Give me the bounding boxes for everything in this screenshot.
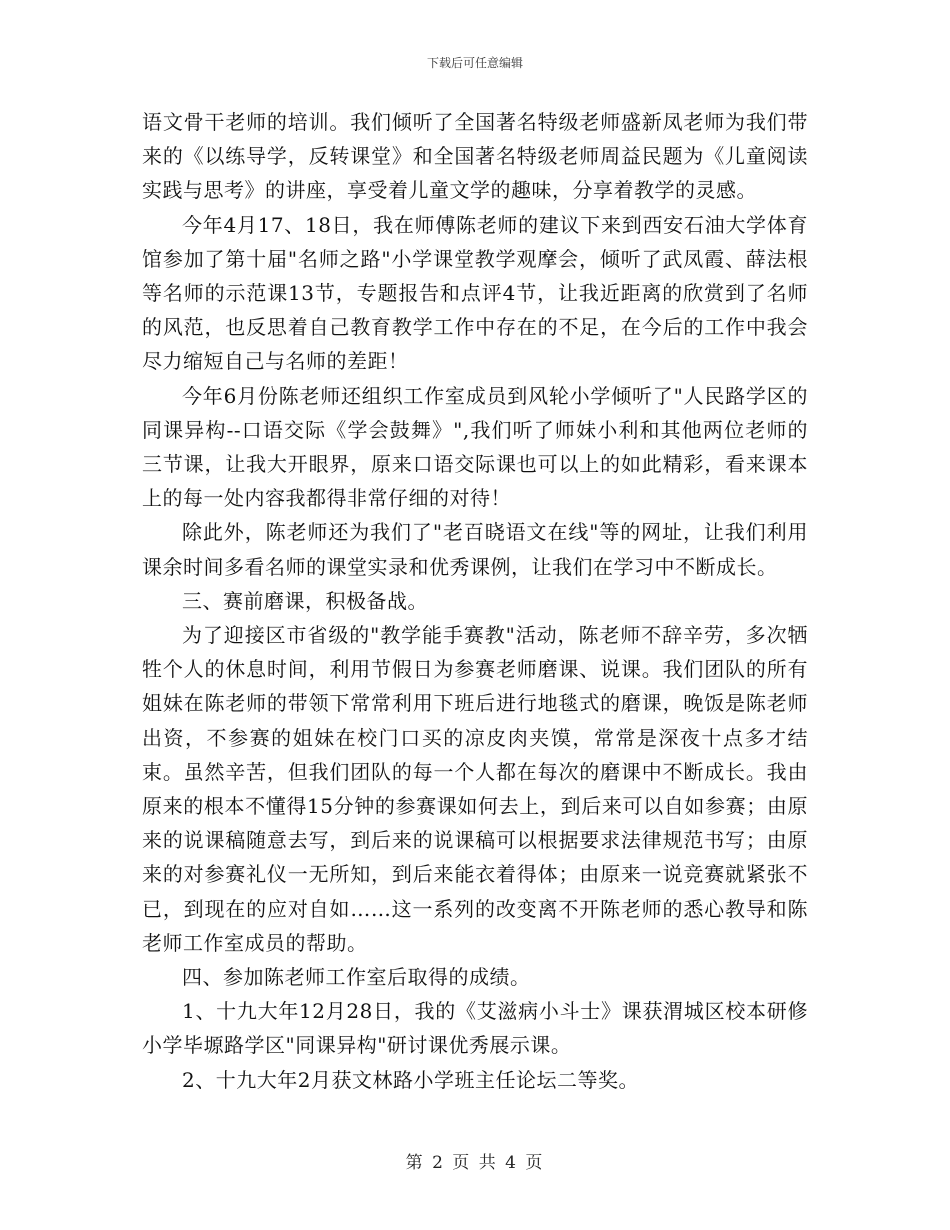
list-item: 1、十九大年12月28日，我的《艾滋病小斗士》课获渭城区校本研修小学毕塬路学区"同课异构"研讨课优秀展示课。 <box>142 999 808 1058</box>
paragraph: 除此外，陈老师还为我们了"老百晓语文在线"等的网址，让我们利用课余时间多看名师的课堂实录和优秀课例，让我们在学习中不断成长。 <box>142 520 808 579</box>
list-item: 2、十九大年2月获文林路小学班主任论坛二等奖。 <box>182 1067 639 1092</box>
section-heading: 三、赛前磨课，积极备战。 <box>182 588 428 613</box>
document-body <box>142 105 808 1097</box>
paragraph: 语文骨干老师的培训。我们倾听了全国著名特级老师盛新凤老师为我们带来的《以练导学，反转课堂》和全国著名特级老师周益民题为《儿童阅读实践与思考》的讲座，享受着儿童文学的趣味，分享着教学的灵感。 <box>142 110 808 203</box>
paragraph: 今年6月份陈老师还组织工作室成员到风轮小学倾听了"人民路学区的同课异构--口语交际《学会鼓舞》",我们听了师妹小利和其他两位老师的三节课，让我大开眼界，原来口语交际课也可以上的如此精彩，看来课本上的每一处内容我都得非常仔细的对待！ <box>142 383 808 511</box>
page-header-note: 下载后可任意编辑 <box>426 56 523 70</box>
paragraph: 今年4月17、18日，我在师傅陈老师的建议下来到西安石油大学体育馆参加了第十届"名师之路"小学课堂教学观摩会，倾听了武凤霞、薛法根等名师的示范课13节，专题报告和点评4节，让我近距离的欣赏到了名师的风范，也反思着自己教育教学工作中存在的不足，在今后的工作中我会尽力缩短自己与名师的差距！ <box>142 212 808 374</box>
section-heading: 四、参加陈老师工作室后取得的成绩。 <box>182 965 531 990</box>
page-number: 第 2 页 共 4 页 <box>405 1153 545 1173</box>
paragraph: 为了迎接区市省级的"教学能手赛教"活动，陈老师不辞辛劳，多次牺牲个人的休息时间，利用节假日为参赛老师磨课、说课。我们团队的所有姐妹在陈老师的带领下常常利用下班后进行地毯式的磨课，晚饭是陈老师出资，不参赛的姐妹在校门口买的凉皮肉夹馍，常常是深夜十点多才结束。虽然辛苦，但我们团队的每一个人都在每次的磨课中不断成长。我由原来的根本不懂得15分钟的参赛课如何去上，到后来可以自如参赛；由原来的说课稿随意去写，到后来的说课稿可以根据要求法律规范书写；由原来的对参赛礼仪一无所知，到后来能衣着得体；由原来一说竞赛就紧张不已，到现在的应对自如……这一系列的改变离不开陈老师的悉心教导和陈老师工作室成员的帮助。 <box>142 623 808 955</box>
